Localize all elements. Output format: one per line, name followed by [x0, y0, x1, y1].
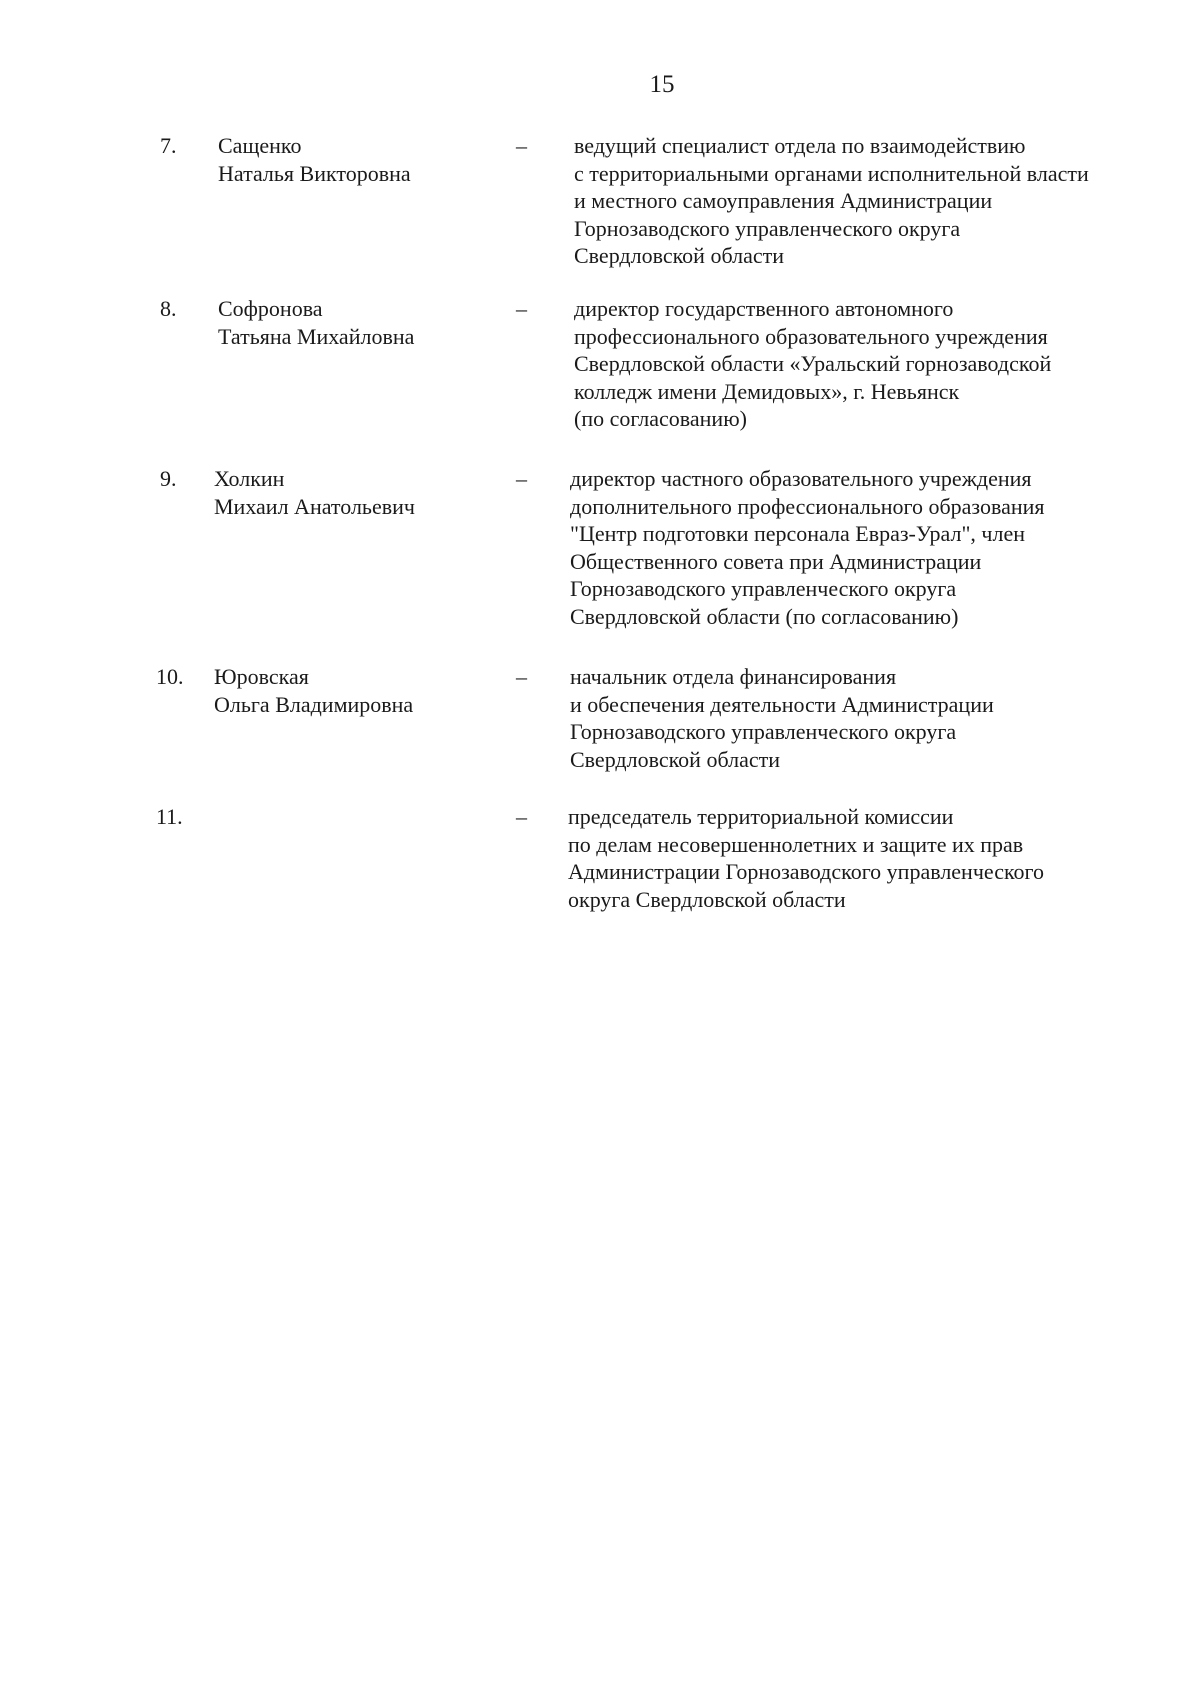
- position-description: [568, 803, 1044, 913]
- description-line: Свердловской области: [574, 243, 784, 268]
- person-name: [214, 663, 413, 718]
- description-line: профессионального образовательного учреждения: [574, 323, 1048, 349]
- position-description: [570, 663, 994, 773]
- dash-separator: –: [516, 133, 527, 158]
- description-line: (по согласованию): [574, 406, 747, 431]
- description-line: колледж имени Демидовых», г. Невьянск: [574, 378, 960, 404]
- description-line: председатель территориальной комиссии: [568, 804, 954, 829]
- description-line: и местного самоуправления Администрации: [574, 188, 993, 213]
- description-line: Свердловской области: [570, 746, 780, 772]
- description-line: Горнозаводского управленческого округа: [570, 719, 957, 744]
- surname: Юровская: [214, 664, 309, 689]
- page-number: 15: [649, 71, 675, 98]
- entry-number: 8.: [160, 296, 177, 321]
- description-line: директор государственного автономного: [574, 296, 954, 321]
- person-name: [218, 132, 411, 187]
- person-name: [214, 465, 415, 520]
- description-line: округа Свердловской области: [568, 886, 846, 912]
- entry-number: 9.: [160, 466, 177, 491]
- surname: Сащенко: [218, 133, 302, 158]
- description-line: Горнозаводского управленческого округа: [574, 215, 961, 241]
- dash-separator: –: [516, 296, 527, 321]
- dash-separator: –: [516, 466, 527, 491]
- description-line: с территориальными органами исполнительной власти: [574, 160, 1089, 186]
- position-description: [574, 295, 1051, 433]
- given-names: Татьяна Михайловна: [218, 323, 415, 349]
- description-line: директор частного образовательного учреждения: [570, 466, 1032, 491]
- position-description: [574, 132, 1089, 270]
- description-line: "Центр подготовки персонала Евраз-Урал", член: [570, 521, 1026, 546]
- entry-number: 7.: [160, 133, 177, 158]
- description-line: Свердловской области «Уральский горнозаводской: [574, 351, 1052, 376]
- description-line: начальник отдела финансирования: [570, 664, 897, 689]
- description-line: по делам несовершеннолетних и защите их прав: [568, 831, 1024, 857]
- dash-separator: –: [516, 664, 527, 689]
- dash-separator: –: [516, 804, 527, 829]
- surname: Софронова: [218, 296, 323, 321]
- description-line: Общественного совета при Администрации: [570, 548, 982, 574]
- description-line: Горнозаводского управленческого округа: [570, 576, 957, 601]
- given-names: Ольга Владимировна: [214, 691, 414, 717]
- position-description: [570, 465, 1045, 630]
- entry-number: 10.: [156, 664, 184, 689]
- description-line: и обеспечения деятельности Администрации: [570, 691, 994, 717]
- person-name: [218, 295, 414, 350]
- description-line: Администрации Горнозаводского управленческого: [568, 859, 1045, 884]
- description-line: дополнительного профессионального образования: [570, 493, 1045, 519]
- surname: Холкин: [214, 466, 285, 491]
- entry-number: 11.: [156, 804, 183, 829]
- given-names: Михаил Анатольевич: [214, 493, 415, 519]
- description-line: Свердловской области (по согласованию): [570, 603, 959, 629]
- description-line: ведущий специалист отдела по взаимодействию: [574, 133, 1026, 158]
- given-names: Наталья Викторовна: [218, 160, 411, 186]
